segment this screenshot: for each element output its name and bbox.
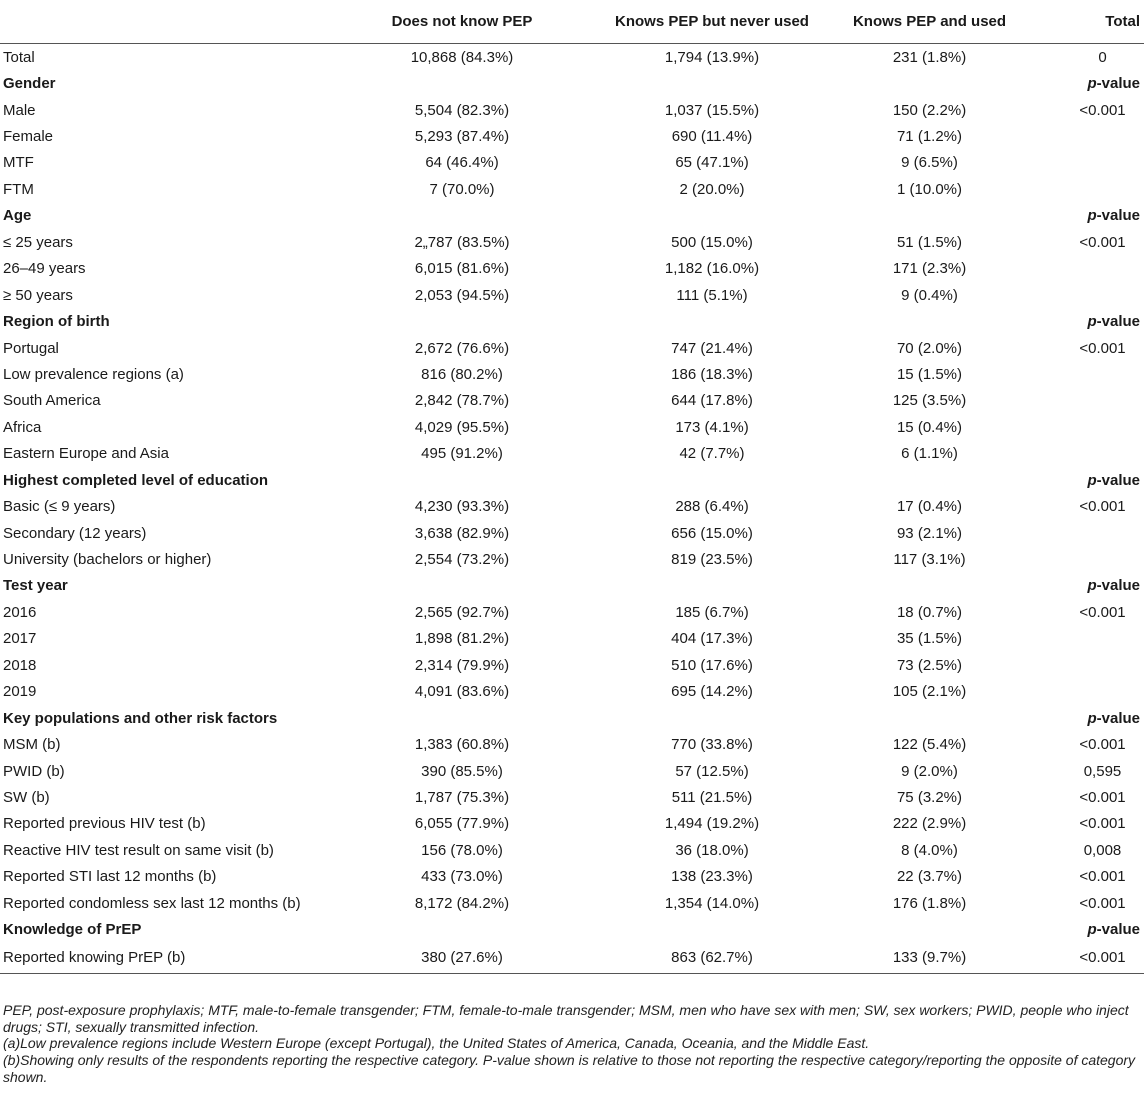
header-total: Total — [1037, 0, 1144, 44]
row-label: Reported knowing PrEP (b) — [0, 943, 322, 974]
cell-knows-pep-never-used: 747 (21.4%) — [671, 339, 753, 357]
cell-does-not-know-pep: 390 (85.5%) — [421, 762, 503, 780]
section-header-row — [0, 308, 1144, 334]
cell-knows-pep-used: 176 (1.8%) — [892, 894, 967, 912]
p-letter: p — [1087, 921, 1097, 939]
cell-p-value — [1037, 282, 1144, 308]
cell-knows-pep-used: 17 (0.4%) — [896, 498, 963, 516]
empty-cell — [822, 916, 1037, 942]
row-label: Reactive HIV test result on same visit (b) — [3, 841, 274, 859]
section-title: Region of birth — [3, 313, 110, 331]
cell-knows-pep-never-used: 1,037 (15.5%) — [664, 101, 760, 119]
table-row — [0, 679, 1144, 705]
cell-p-value: <0.001 — [1079, 815, 1126, 833]
cell-does-not-know-pep: 495 (91.2%) — [421, 445, 503, 463]
empty-cell — [322, 573, 602, 599]
p-letter: p — [1087, 709, 1097, 727]
empty-cell — [602, 573, 822, 599]
cell-knows-pep-never-used: 138 (23.3%) — [671, 868, 753, 886]
table-row — [0, 626, 1144, 652]
cell-p-value: <0.001 — [1079, 603, 1126, 621]
table-row — [0, 361, 1144, 387]
section-title: Test year — [3, 577, 68, 595]
cell-p-value — [1037, 361, 1144, 387]
cell-knows-pep-used: 18 (0.7%) — [896, 603, 963, 621]
cell-p-value: <0.001 — [1079, 894, 1126, 912]
p-value-suffix: -value — [1096, 577, 1140, 595]
p-value-heading — [1037, 705, 1144, 731]
cell-knows-pep-used: 70 (2.0%) — [896, 339, 963, 357]
cell-knows-pep-never-used: 1,494 (19.2%) — [664, 815, 760, 833]
row-label: Low prevalence regions (a) — [3, 365, 184, 383]
cell-knows-pep-never-used: 173 (4.1%) — [675, 418, 749, 436]
p-value-heading — [1037, 70, 1144, 96]
cell-knows-pep-never-used: 42 (7.7%) — [679, 445, 745, 463]
cell-p-value: <0.001 — [1079, 736, 1126, 754]
cell-knows-pep-used: 8 (4.0%) — [901, 841, 958, 859]
cell-p-value: <0.001 — [1079, 788, 1126, 806]
cell-knows-pep-never-used: 656 (15.0%) — [671, 524, 753, 542]
cell-knows-pep-never-used: 111 (5.1%) — [676, 286, 748, 304]
cell-does-not-know-pep: 4,091 (83.6%) — [414, 683, 510, 701]
cell-p-value — [1037, 546, 1144, 572]
row-label: 2016 — [3, 603, 37, 621]
cell-knows-pep-used: 9 (6.5%) — [901, 154, 958, 172]
cell-does-not-know-pep: 8,172 (84.2%) — [414, 894, 510, 912]
row-label: Reported condomless sex last 12 months (b) — [3, 894, 301, 912]
row-label: Male — [3, 101, 36, 119]
header-knows-pep-used: Knows PEP and used — [822, 0, 1037, 44]
header-knows-pep-never-used: Knows PEP but never used — [602, 0, 822, 44]
section-header-row — [0, 70, 1144, 96]
p-value-heading — [1037, 203, 1144, 229]
cell-does-not-know-pep: 2,554 (73.2%) — [414, 551, 510, 569]
cell-does-not-know-pep: 380 (27.6%) — [322, 943, 602, 974]
footnote-a: (a)Low prevalence regions include Western Europe (except Portugal), the United States of America, Canada, Oceania, and the Middle East. — [3, 1035, 870, 1052]
cell-knows-pep-never-used: 695 (14.2%) — [671, 683, 753, 701]
table-row — [0, 811, 1144, 837]
row-label: PWID (b) — [3, 762, 65, 780]
cell-knows-pep-used: 35 (1.5%) — [896, 630, 963, 648]
cell-does-not-know-pep: 6,015 (81.6%) — [414, 260, 510, 278]
row-label: ≤ 25 years — [3, 233, 73, 251]
cell-knows-pep-never-used: 2 (20.0%) — [679, 180, 745, 198]
section-title: Key populations and other risk factors — [3, 709, 278, 727]
cell-p-value: <0.001 — [1079, 101, 1126, 119]
p-value-suffix: -value — [1096, 471, 1140, 489]
row-label: FTM — [3, 180, 34, 198]
row-label: Secondary (12 years) — [3, 524, 147, 542]
p-value-heading — [1037, 916, 1144, 942]
cell-knows-pep-used: 51 (1.5%) — [896, 233, 963, 251]
empty-cell — [322, 308, 602, 334]
cell-knows-pep-never-used: 288 (6.4%) — [675, 498, 749, 516]
table-body — [0, 44, 1144, 974]
empty-cell — [322, 203, 602, 229]
cell-knows-pep-used: 105 (2.1%) — [892, 683, 967, 701]
table-row — [0, 864, 1144, 890]
cell-p-value: 0 — [1098, 48, 1107, 66]
cell-knows-pep-used: 117 (3.1%) — [893, 551, 966, 569]
cell-p-value — [1037, 256, 1144, 282]
empty-cell — [822, 308, 1037, 334]
header-does-not-know-pep: Does not know PEP — [322, 0, 602, 44]
cell-knows-pep-used: 1 (10.0%) — [896, 180, 963, 198]
cell-knows-pep-never-used: 511 (21.5%) — [671, 788, 753, 806]
empty-cell — [602, 70, 822, 96]
row-label: Eastern Europe and Asia — [3, 445, 169, 463]
cell-knows-pep-never-used: 65 (47.1%) — [675, 154, 749, 172]
p-letter: p — [1087, 207, 1097, 225]
p-value-heading — [1037, 573, 1144, 599]
row-label: Reported previous HIV test (b) — [3, 815, 206, 833]
cell-knows-pep-used: 222 (2.9%) — [892, 815, 967, 833]
cell-does-not-know-pep: 4,029 (95.5%) — [414, 418, 510, 436]
table-row — [0, 229, 1144, 255]
table-row — [0, 784, 1144, 810]
empty-cell — [822, 573, 1037, 599]
cell-p-value: <0.001 — [1079, 868, 1126, 886]
table-row — [0, 943, 1144, 974]
cell-knows-pep-never-used: 863 (62.7%) — [602, 943, 822, 974]
cell-p-value: <0.001 — [1079, 339, 1126, 357]
cell-knows-pep-never-used: 770 (33.8%) — [671, 736, 753, 754]
cell-knows-pep-never-used: 500 (15.0%) — [671, 233, 753, 251]
cell-p-value — [1037, 176, 1144, 202]
row-label: Total — [3, 48, 35, 66]
cell-p-value — [1037, 679, 1144, 705]
table-row — [0, 837, 1144, 863]
p-letter: p — [1087, 313, 1097, 331]
table-row — [0, 890, 1144, 916]
empty-cell — [322, 70, 602, 96]
row-label: Female — [3, 128, 54, 146]
cell-p-value — [1037, 150, 1144, 176]
table-row — [0, 731, 1144, 757]
row-label: Portugal — [3, 339, 59, 357]
cell-p-value: <0.001 — [1037, 943, 1144, 974]
empty-cell — [822, 203, 1037, 229]
cell-p-value — [1037, 626, 1144, 652]
cell-knows-pep-never-used: 186 (18.3%) — [671, 365, 753, 383]
empty-cell — [822, 70, 1037, 96]
row-label: 2018 — [3, 656, 37, 674]
cell-knows-pep-used: 75 (3.2%) — [896, 788, 963, 806]
cell-does-not-know-pep: 2,314 (79.9%) — [414, 656, 510, 674]
cell-knows-pep-used: 133 (9.7%) — [822, 943, 1037, 974]
cell-does-not-know-pep: 3,638 (82.9%) — [414, 524, 510, 542]
cell-does-not-know-pep: 7 (70.0%) — [429, 180, 495, 198]
table-row — [0, 441, 1144, 467]
cell-p-value — [1037, 441, 1144, 467]
cell-does-not-know-pep: 1,898 (81.2%) — [414, 630, 510, 648]
table-row — [0, 335, 1144, 361]
table-row — [0, 599, 1144, 625]
cell-knows-pep-never-used: 510 (17.6%) — [671, 656, 753, 674]
cell-p-value: 0,595 — [1083, 762, 1122, 780]
table-row — [0, 493, 1144, 519]
table-row — [0, 123, 1144, 149]
cell-p-value — [1037, 520, 1144, 546]
section-header-row — [0, 467, 1144, 493]
cell-knows-pep-used: 171 (2.3%) — [892, 260, 967, 278]
cell-does-not-know-pep: 816 (80.2%) — [421, 365, 503, 383]
row-label: University (bachelors or higher) — [3, 551, 212, 569]
row-label: 2017 — [3, 630, 37, 648]
row-label: Africa — [3, 418, 42, 436]
cell-does-not-know-pep: 5,293 (87.4%) — [414, 128, 510, 146]
cell-knows-pep-used: 71 (1.2%) — [896, 128, 963, 146]
row-label: ≥ 50 years — [3, 286, 73, 304]
cell-p-value: <0.001 — [1079, 498, 1126, 516]
cell-does-not-know-pep: 5,504 (82.3%) — [414, 101, 510, 119]
cell-knows-pep-never-used: 1,354 (14.0%) — [664, 894, 760, 912]
section-header-row — [0, 916, 1144, 942]
table-row — [0, 414, 1144, 440]
cell-knows-pep-used: 22 (3.7%) — [896, 868, 963, 886]
p-value-suffix: -value — [1096, 75, 1140, 93]
table-row — [0, 150, 1144, 176]
p-value-suffix: -value — [1096, 921, 1140, 939]
cell-p-value: 0,008 — [1083, 841, 1122, 859]
cell-does-not-know-pep: 2,053 (94.5%) — [414, 286, 510, 304]
empty-cell — [602, 916, 822, 942]
cell-knows-pep-used: 6 (1.1%) — [901, 445, 958, 463]
cell-does-not-know-pep: 10,868 (84.3%) — [410, 48, 514, 66]
header-label-column — [0, 0, 322, 44]
cell-knows-pep-never-used: 57 (12.5%) — [675, 762, 749, 780]
cell-does-not-know-pep: 1,383 (60.8%) — [414, 736, 510, 754]
row-label: 2019 — [3, 683, 37, 701]
empty-cell — [602, 308, 822, 334]
cell-does-not-know-pep: 2,842 (78.7%) — [414, 392, 510, 410]
p-letter: p — [1087, 75, 1097, 93]
row-label: MTF — [3, 154, 34, 172]
p-value-suffix: -value — [1096, 709, 1140, 727]
table-footnotes — [3, 1002, 1141, 1086]
cell-does-not-know-pep: 2,672 (76.6%) — [414, 339, 510, 357]
empty-cell — [822, 705, 1037, 731]
row-label: South America — [3, 392, 101, 410]
row-label: 26–49 years — [3, 260, 86, 278]
p-value-suffix: -value — [1096, 313, 1140, 331]
cell-knows-pep-never-used: 819 (23.5%) — [671, 551, 753, 569]
p-letter: p — [1087, 471, 1097, 489]
table-row — [0, 546, 1144, 572]
p-value-heading — [1037, 308, 1144, 334]
cell-knows-pep-never-used: 690 (11.4%) — [671, 128, 753, 146]
cell-knows-pep-used: 73 (2.5%) — [896, 656, 963, 674]
cell-p-value — [1037, 388, 1144, 414]
cell-p-value — [1037, 414, 1144, 440]
table-row — [0, 758, 1144, 784]
cell-knows-pep-never-used: 36 (18.0%) — [675, 841, 749, 859]
cell-p-value — [1037, 123, 1144, 149]
cell-knows-pep-never-used: 404 (17.3%) — [671, 630, 753, 648]
cell-does-not-know-pep: 2„787 (83.5%) — [414, 233, 510, 251]
cell-does-not-know-pep: 1,787 (75.3%) — [414, 788, 510, 806]
cell-knows-pep-used: 9 (0.4%) — [901, 286, 958, 304]
cell-knows-pep-used: 9 (2.0%) — [901, 762, 958, 780]
cell-knows-pep-never-used: 185 (6.7%) — [675, 603, 749, 621]
empty-cell — [322, 916, 602, 942]
row-label: Reported STI last 12 months (b) — [3, 868, 217, 886]
section-header-row — [0, 573, 1144, 599]
cell-does-not-know-pep: 6,055 (77.9%) — [414, 815, 510, 833]
section-header-row — [0, 705, 1144, 731]
table-row — [0, 97, 1144, 123]
table-row — [0, 176, 1144, 202]
cell-knows-pep-used: 15 (1.5%) — [896, 365, 963, 383]
cell-does-not-know-pep: 2,565 (92.7%) — [414, 603, 510, 621]
cell-knows-pep-used: 231 (1.8%) — [892, 48, 967, 66]
cell-knows-pep-never-used: 644 (17.8%) — [671, 392, 753, 410]
cell-knows-pep-used: 15 (0.4%) — [896, 418, 963, 436]
empty-cell — [602, 203, 822, 229]
empty-cell — [322, 705, 602, 731]
table-row — [0, 388, 1144, 414]
cell-knows-pep-never-used: 1,182 (16.0%) — [664, 260, 760, 278]
section-header-row — [0, 203, 1144, 229]
row-label: MSM (b) — [3, 736, 61, 754]
p-value-heading — [1037, 467, 1144, 493]
cell-knows-pep-used: 125 (3.5%) — [892, 392, 967, 410]
cell-does-not-know-pep: 4,230 (93.3%) — [414, 498, 510, 516]
section-title: Knowledge of PrEP — [3, 921, 142, 939]
table-row — [0, 256, 1144, 282]
section-title: Gender — [3, 75, 56, 93]
cell-does-not-know-pep: 156 (78.0%) — [421, 841, 503, 859]
cell-does-not-know-pep: 64 (46.4%) — [425, 154, 499, 172]
empty-cell — [602, 467, 822, 493]
footnote-abbreviations: PEP, post-exposure prophylaxis; MTF, male-to-female transgender; FTM, female-to-male transgender; MSM, men who have sex with men; SW, sex workers; PWID, people who inject drugs; STI, sexually transmitted infection. — [3, 1002, 1129, 1035]
cell-p-value: <0.001 — [1079, 233, 1126, 251]
cell-knows-pep-used: 93 (2.1%) — [896, 524, 963, 542]
table-row — [0, 282, 1144, 308]
cell-knows-pep-used: 122 (5.4%) — [892, 736, 967, 754]
footnote-b: (b)Showing only results of the respondents reporting the respective category. P-value shown is relative to those not reporting the respective category/reporting the opposite of category shown. — [3, 1052, 1136, 1085]
table-row — [0, 520, 1144, 546]
row-label: SW (b) — [3, 788, 50, 806]
table-row — [0, 652, 1144, 678]
cell-does-not-know-pep: 433 (73.0%) — [421, 868, 503, 886]
section-title: Highest completed level of education — [3, 471, 269, 489]
cell-p-value — [1037, 652, 1144, 678]
p-letter: p — [1087, 577, 1097, 595]
empty-cell — [602, 705, 822, 731]
table-row — [0, 44, 1144, 71]
table-header-row — [0, 0, 1144, 44]
empty-cell — [822, 467, 1037, 493]
row-label: Basic (≤ 9 years) — [3, 498, 116, 516]
p-value-suffix: -value — [1096, 207, 1140, 225]
cell-knows-pep-used: 150 (2.2%) — [892, 101, 967, 119]
empty-cell — [322, 467, 602, 493]
cell-knows-pep-never-used: 1,794 (13.9%) — [664, 48, 760, 66]
section-title: Age — [3, 207, 32, 225]
